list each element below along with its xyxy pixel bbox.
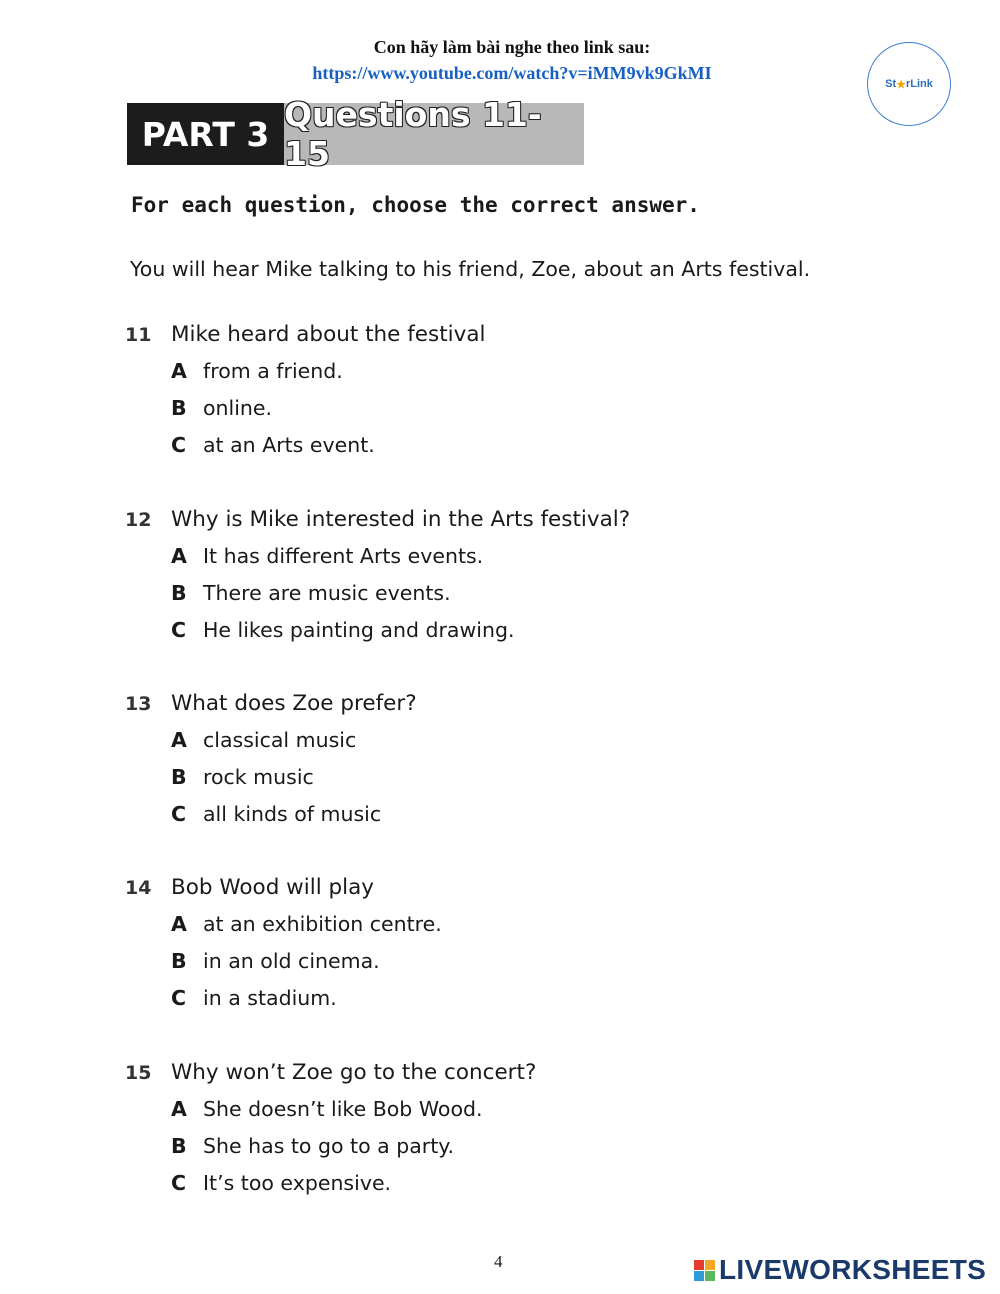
- option-c[interactable]: [125, 618, 630, 655]
- option-letter: B: [171, 949, 187, 973]
- option-text: online.: [203, 396, 273, 420]
- option-letter: A: [171, 544, 187, 568]
- option-letter: A: [171, 1097, 187, 1121]
- question-number: 13: [125, 693, 152, 715]
- option-c[interactable]: [125, 433, 486, 470]
- option-a[interactable]: [125, 1097, 536, 1134]
- option-b[interactable]: [125, 1134, 536, 1171]
- option-letter: C: [171, 433, 187, 457]
- option-letter: A: [171, 728, 187, 752]
- option-c[interactable]: [125, 802, 417, 839]
- option-a[interactable]: [125, 359, 486, 396]
- option-c[interactable]: [125, 1171, 536, 1208]
- watermark-text: LIVEWORKSHEETS: [719, 1254, 987, 1285]
- listening-context: You will hear Mike talking to his friend, Zoe, about an Arts festival.: [130, 257, 811, 281]
- option-letter: C: [171, 986, 187, 1010]
- question-number: 11: [125, 324, 152, 346]
- option-text: at an exhibition centre.: [203, 912, 442, 936]
- logo-text-end: rLink: [905, 78, 933, 90]
- instruction: For each question, choose the correct answer.: [131, 193, 700, 217]
- part-label: PART 3: [127, 103, 284, 165]
- option-b[interactable]: [125, 949, 442, 986]
- question-number: 12: [125, 509, 152, 531]
- option-text: There are music events.: [203, 581, 451, 605]
- option-text: She doesn’t like Bob Wood.: [203, 1097, 483, 1121]
- option-c[interactable]: [125, 986, 442, 1023]
- question-text: Mike heard about the festival: [171, 322, 486, 347]
- option-letter: B: [171, 1134, 187, 1158]
- liveworksheets-watermark: [694, 1254, 986, 1286]
- option-letter: C: [171, 1171, 187, 1195]
- youtube-link[interactable]: https://www.youtube.com/watch?v=iMM9vk9GkMI: [312, 63, 712, 83]
- question-number: 14: [125, 877, 152, 899]
- question-12: [125, 507, 630, 655]
- option-text: all kinds of music: [203, 802, 382, 826]
- option-letter: A: [171, 912, 187, 936]
- option-a[interactable]: [125, 544, 630, 581]
- option-text: She has to go to a party.: [203, 1134, 454, 1158]
- option-a[interactable]: [125, 912, 442, 949]
- question-text: Why won’t Zoe go to the concert?: [171, 1060, 537, 1085]
- header-intro: Con hãy làm bài nghe theo link sau:: [373, 37, 651, 57]
- question-13: [125, 691, 417, 839]
- option-text: in a stadium.: [203, 986, 337, 1010]
- logo-text-start: St: [885, 78, 897, 90]
- question-14: [125, 875, 442, 1023]
- liveworksheets-logo-icon: [694, 1260, 715, 1281]
- part-banner: [127, 95, 584, 173]
- option-a[interactable]: [125, 728, 417, 765]
- option-text: from a friend.: [203, 359, 343, 383]
- option-b[interactable]: [125, 765, 417, 802]
- header: [0, 34, 1000, 86]
- option-letter: B: [171, 396, 187, 420]
- option-text: It’s too expensive.: [203, 1171, 392, 1195]
- page-number: 4: [494, 1252, 503, 1271]
- option-b[interactable]: [125, 396, 486, 433]
- question-number: 15: [125, 1062, 152, 1084]
- option-letter: C: [171, 618, 187, 642]
- option-text: at an Arts event.: [203, 433, 375, 457]
- question-11: [125, 322, 486, 470]
- question-text: Why is Mike interested in the Arts festival?: [171, 507, 631, 532]
- option-text: It has different Arts events.: [203, 544, 484, 568]
- option-text: classical music: [203, 728, 357, 752]
- option-text: in an old cinema.: [203, 949, 380, 973]
- starlink-logo: [867, 42, 951, 126]
- option-letter: A: [171, 359, 187, 383]
- star-icon: ★: [896, 78, 906, 91]
- option-b[interactable]: [125, 581, 630, 618]
- option-letter: C: [171, 802, 187, 826]
- questions-range: Questions 11-15: [284, 103, 584, 165]
- question-15: [125, 1060, 536, 1208]
- question-text: Bob Wood will play: [171, 875, 375, 900]
- option-letter: B: [171, 581, 187, 605]
- option-letter: B: [171, 765, 187, 789]
- question-text: What does Zoe prefer?: [171, 691, 417, 716]
- option-text: He likes painting and drawing.: [203, 618, 515, 642]
- option-text: rock music: [203, 765, 314, 789]
